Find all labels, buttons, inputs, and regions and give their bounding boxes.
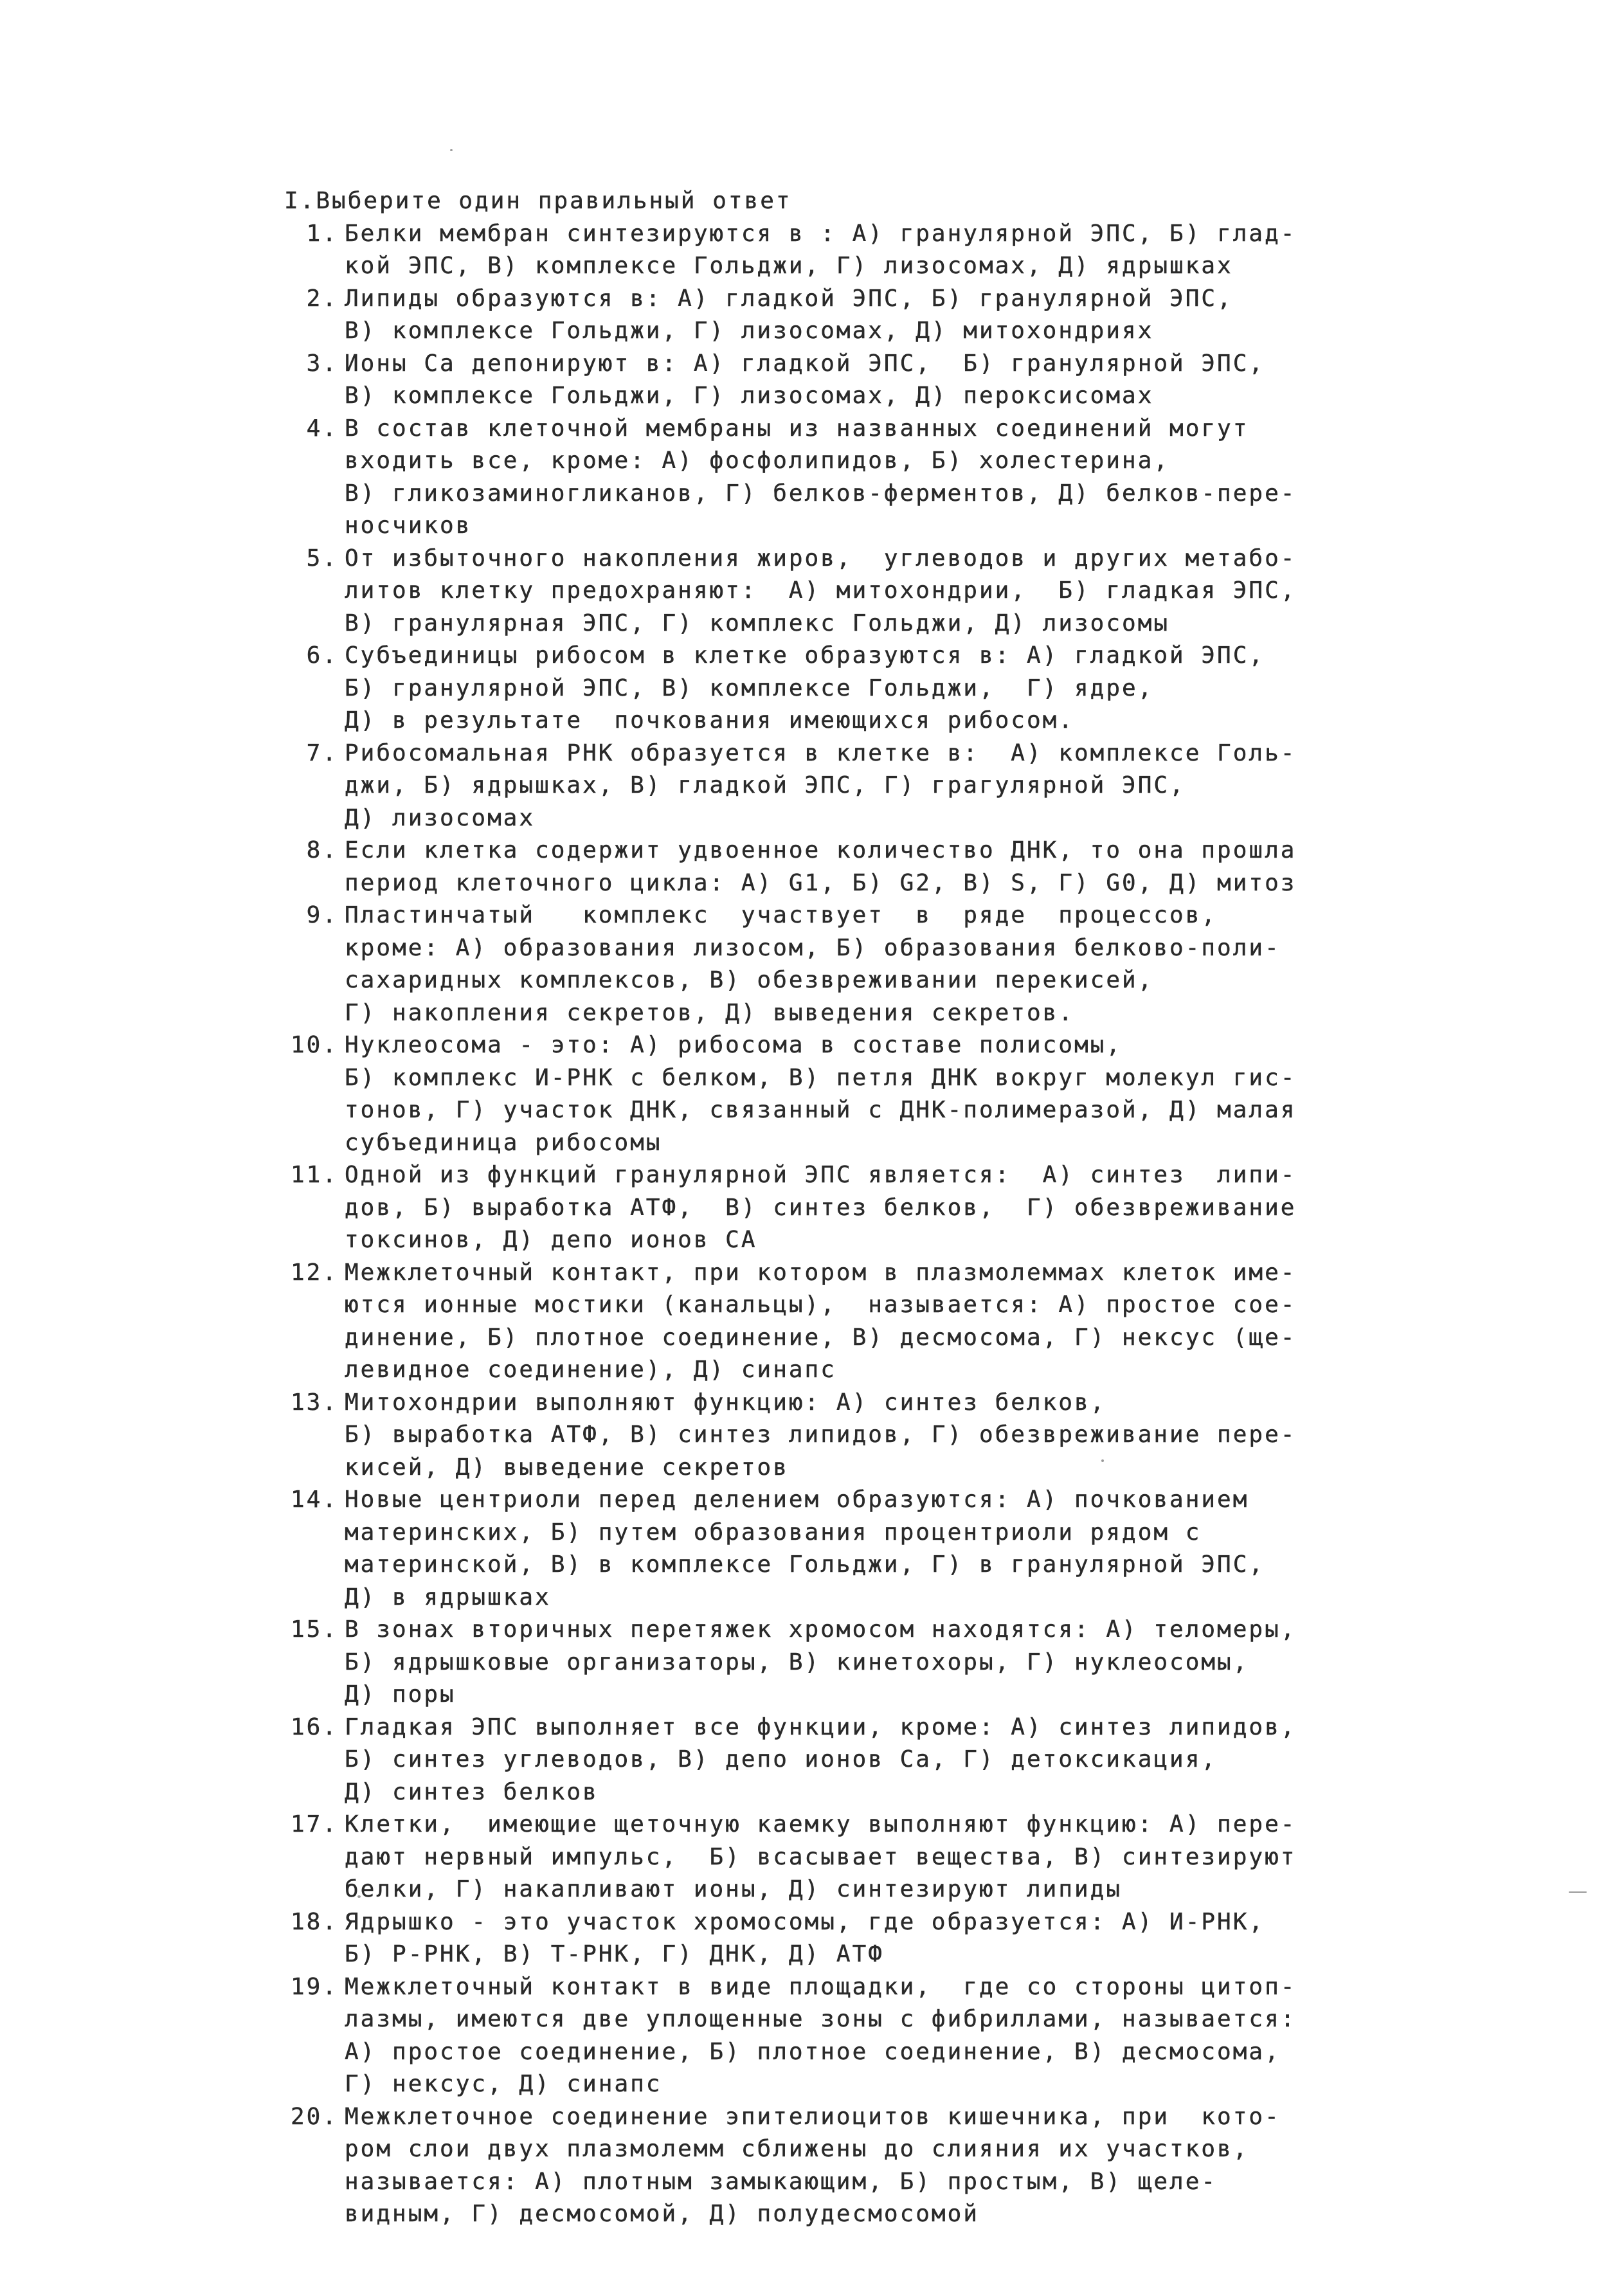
question-line: ются ионные мостики (канальцы), называется: А) простое сое- <box>345 1292 1297 1318</box>
question-line: Пластинчатый комплекс участвует в ряде процессов, <box>345 902 1218 928</box>
exam-document <box>283 185 1543 2231</box>
question-line: Митохондрии выполняют функцию: А) синтез белков, <box>345 1389 1106 1416</box>
question-line: Субъединицы рибосом в клетке образуются в: А) гладкой ЭПС, <box>345 642 1265 669</box>
question-text <box>345 737 1543 835</box>
question-text <box>345 2101 1543 2231</box>
question-item <box>283 737 1543 835</box>
scan-speck <box>450 149 453 151</box>
question-item <box>283 218 1543 283</box>
question-line: Д) в результате почкования имеющихся рибосом. <box>345 707 1074 734</box>
question-line: В) гликозаминогликанов, Г) белков-ферментов, Д) белков-пере- <box>345 480 1297 507</box>
question-line: Липиды образуются в: А) гладкой ЭПС, Б) гранулярной ЭПС, <box>345 285 1233 312</box>
question-text <box>345 543 1543 640</box>
question-line: Д) синтез белков <box>345 1778 599 1805</box>
question-number: 2. <box>306 285 338 312</box>
question-line: Д) лизосомах <box>345 804 536 831</box>
question-item <box>283 1029 1543 1159</box>
question-line: ром слои двух плазмолемм сближены до слияния их участков, <box>345 2136 1249 2162</box>
question-number: 10. <box>290 1032 338 1058</box>
question-text <box>345 283 1543 348</box>
question-line: субъединица рибосомы <box>345 1129 662 1156</box>
question-item <box>283 413 1543 543</box>
question-text <box>345 1484 1543 1614</box>
question-line: материнской, В) в комплексе Гольджи, Г) в гранулярной ЭПС, <box>345 1551 1265 1578</box>
question-line: тонов, Г) участок ДНК, связанный с ДНК-полимеразой, Д) малая <box>345 1097 1297 1123</box>
question-text <box>345 1159 1543 1257</box>
question-line: Нуклеосома - это: А) рибосома в составе полисомы, <box>345 1032 1123 1058</box>
question-line: литов клетку предохраняют: А) митохондрии, Б) гладкая ЭПС, <box>345 577 1297 604</box>
question-number: 5. <box>306 545 338 572</box>
question-line: Рибосомальная РНК образуется в клетке в: А) комплексе Голь- <box>345 739 1297 766</box>
question-item <box>283 348 1543 413</box>
question-text <box>345 348 1543 413</box>
question-line: левидное соединение), Д) синапс <box>345 1357 836 1383</box>
question-text <box>345 1029 1543 1159</box>
question-number: 20. <box>290 2103 338 2130</box>
question-line: Клетки, имеющие щеточную каемку выполняют функцию: А) пере- <box>345 1811 1297 1837</box>
question-line: лазмы, имеются две уплощенные зоны с фибриллами, называется: <box>345 2006 1297 2032</box>
question-line: Одной из функций гранулярной ЭПС является: А) синтез липи- <box>345 1162 1297 1188</box>
question-list <box>283 218 1543 2231</box>
question-item <box>283 283 1543 348</box>
document-heading: I.Выберите один правильный ответ <box>284 188 792 214</box>
question-text <box>345 899 1543 1029</box>
question-line: От избыточного накопления жиров, углеводов и других метабо- <box>345 545 1297 572</box>
question-line: дают нервный импульс, Б) всасывает вещества, В) синтезируют <box>345 1843 1297 1870</box>
question-line: Ионы Са депонируют в: А) гладкой ЭПС, Б) гранулярной ЭПС, <box>345 350 1265 377</box>
question-number: 6. <box>306 642 338 669</box>
question-item <box>283 1906 1543 1971</box>
question-item <box>283 1159 1543 1257</box>
question-line: Межклеточное соединение эпителиоцитов кишечника, при кото- <box>345 2103 1281 2130</box>
question-line: Б) Р-РНК, В) Т-РНК, Г) ДНК, Д) АТФ <box>345 1941 884 1967</box>
question-item <box>283 1711 1543 1809</box>
question-line: В) комплексе Гольджи, Г) лизосомах, Д) пероксисомах <box>345 383 1154 409</box>
question-line: Ядрышко - это участок хромосомы, где образуется: А) И-РНК, <box>345 1908 1265 1935</box>
question-line: Б) выработка АТФ, В) синтез липидов, Г) обезвреживание пере- <box>345 1421 1297 1448</box>
question-number: 15. <box>290 1616 338 1643</box>
question-text <box>345 1257 1543 1387</box>
question-line: кисей, Д) выведение секретов <box>345 1454 789 1481</box>
question-number: 1. <box>306 220 338 247</box>
question-line: сахаридных комплексов, В) обезвреживании перекисей, <box>345 967 1154 993</box>
question-line: В) комплексе Гольджи, Г) лизосомах, Д) митохондриях <box>345 318 1154 344</box>
question-line: материнских, Б) путем образования процентриоли рядом с <box>345 1519 1202 1546</box>
question-number: 8. <box>306 837 338 863</box>
question-line: кой ЭПС, В) комплексе Гольджи, Г) лизосомах, Д) ядрышках <box>345 253 1233 279</box>
question-line: динение, Б) плотное соединение, В) десмосома, Г) нексус (ще- <box>345 1324 1297 1351</box>
question-line: Г) накопления секретов, Д) выведения секретов. <box>345 999 1074 1026</box>
question-item <box>283 899 1543 1029</box>
question-line: Белки мембран синтезируются в : А) гранулярной ЭПС, Б) глад- <box>345 220 1297 247</box>
question-line: А) простое соединение, Б) плотное соединение, В) десмосома, <box>345 2038 1281 2065</box>
question-line: Межклеточный контакт в виде площадки, где со стороны цитоп- <box>345 1973 1297 2000</box>
question-number: 14. <box>290 1486 338 1513</box>
question-item <box>283 640 1543 737</box>
question-line: период клеточного цикла: А) G1, Б) G2, В) S, Г) G0, Д) митоз <box>345 869 1297 896</box>
question-line: видным, Г) десмосомой, Д) полудесмосомой <box>345 2201 979 2227</box>
question-text <box>345 1711 1543 1809</box>
question-text <box>345 1906 1543 1971</box>
scan-speck <box>1569 1891 1587 1893</box>
question-line: белки, Г) накапливают ионы, Д) синтезируют липиды <box>345 1876 1123 1902</box>
question-text <box>345 218 1543 283</box>
question-line: носчиков <box>345 512 472 539</box>
question-line: Б) гранулярной ЭПС, В) комплексе Гольджи, Г) ядре, <box>345 674 1154 701</box>
question-line: В зонах вторичных перетяжек хромосом находятся: А) теломеры, <box>345 1616 1297 1643</box>
question-text <box>345 640 1543 737</box>
question-number: 13. <box>290 1389 338 1416</box>
question-text <box>345 835 1543 899</box>
question-line: В) гранулярная ЭПС, Г) комплекс Гольджи, Д) лизосомы <box>345 609 1170 636</box>
question-line: Новые центриоли перед делением образуются: А) почкованием <box>345 1486 1249 1513</box>
question-number: 7. <box>306 739 338 766</box>
question-text <box>345 1971 1543 2101</box>
question-line: Д) поры <box>345 1681 456 1708</box>
question-line: джи, Б) ядрышках, В) гладкой ЭПС, Г) грагулярной ЭПС, <box>345 772 1186 799</box>
question-number: 17. <box>290 1811 338 1837</box>
question-item <box>283 1484 1543 1614</box>
question-number: 16. <box>290 1713 338 1740</box>
question-number: 9. <box>306 902 338 928</box>
question-number: 3. <box>306 350 338 377</box>
question-item <box>283 543 1543 640</box>
question-number: 18. <box>290 1908 338 1935</box>
question-item <box>283 1257 1543 1387</box>
question-number: 19. <box>290 1973 338 2000</box>
question-item <box>283 835 1543 899</box>
question-line: Б) комплекс И-РНК с белком, В) петля ДНК вокруг молекул гис- <box>345 1064 1297 1091</box>
question-line: Г) нексус, Д) синапс <box>345 2071 662 2097</box>
question-line: кроме: А) образования лизосом, Б) образования белково-поли- <box>345 934 1281 961</box>
question-number: 11. <box>290 1162 338 1188</box>
question-line: входить все, кроме: А) фосфолипидов, Б) холестерина, <box>345 447 1170 474</box>
question-line: Если клетка содержит удвоенное количество ДНК, то она прошла <box>345 837 1297 863</box>
question-line: В состав клеточной мембраны из названных соединений могут <box>345 415 1249 442</box>
question-line: Б) синтез углеводов, В) депо ионов Са, Г) детоксикация, <box>345 1746 1218 1773</box>
question-item <box>283 1809 1543 1906</box>
question-text <box>345 413 1543 543</box>
question-text <box>345 1809 1543 1906</box>
question-number: 4. <box>306 415 338 442</box>
question-line: Б) ядрышковые организаторы, В) кинетохоры, Г) нуклеосомы, <box>345 1648 1249 1675</box>
question-text <box>345 1614 1543 1711</box>
question-item <box>283 2101 1543 2231</box>
question-line: называется: А) плотным замыкающим, Б) простым, В) щеле- <box>345 2168 1218 2195</box>
question-line: Д) в ядрышках <box>345 1584 551 1611</box>
question-line: Межклеточный контакт, при котором в плазмолеммах клеток име- <box>345 1259 1297 1286</box>
question-item <box>283 1614 1543 1711</box>
question-number: 12. <box>290 1259 338 1286</box>
question-line: токсинов, Д) депо ионов СА <box>345 1227 757 1253</box>
question-line: дов, Б) выработка АТФ, В) синтез белков, Г) обезвреживание <box>345 1194 1297 1221</box>
question-text <box>345 1387 1543 1484</box>
question-item <box>283 1387 1543 1484</box>
question-line: Гладкая ЭПС выполняет все функции, кроме: А) синтез липидов, <box>345 1713 1297 1740</box>
question-item <box>283 1971 1543 2101</box>
